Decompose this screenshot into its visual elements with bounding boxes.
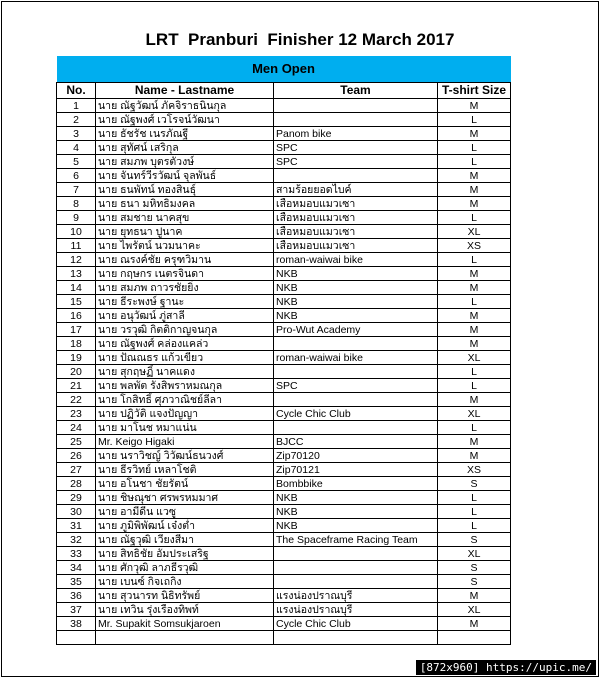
cell-team: NKB <box>274 281 438 295</box>
cell-team: Panom bike <box>274 127 438 141</box>
cell-size: M <box>438 99 511 113</box>
cell-size: S <box>438 561 511 575</box>
table-row <box>57 533 511 547</box>
cell-name: นาย จันทร์วีรวัฒน์ จุลพันธ์ <box>96 169 274 183</box>
cell-team: Zip70121 <box>274 463 438 477</box>
header-row <box>57 83 511 99</box>
cell-team <box>274 169 438 183</box>
cell-name: นาย อามีดีน แวซู <box>96 505 274 519</box>
cell-name: นาย ณัฐพงศ์ คล่องแคล่ว <box>96 337 274 351</box>
cell-size: L <box>438 113 511 127</box>
cell-size: XL <box>438 351 511 365</box>
table-row <box>57 309 511 323</box>
cell-team: roman-waiwai bike <box>274 253 438 267</box>
cell-no: 6 <box>57 169 96 183</box>
table-row <box>57 281 511 295</box>
cell-team: เสือหมอบแมวเซา <box>274 225 438 239</box>
table-row <box>57 127 511 141</box>
cell-no: 2 <box>57 113 96 127</box>
cell-no: 18 <box>57 337 96 351</box>
cell-team: NKB <box>274 519 438 533</box>
cell-team: SPC <box>274 155 438 169</box>
cell-team: แรงน่องปราณบุรี <box>274 603 438 617</box>
cell-team <box>274 561 438 575</box>
cell-size <box>438 631 511 645</box>
cell-no: 32 <box>57 533 96 547</box>
cell-size: XL <box>438 407 511 421</box>
cell-size: M <box>438 169 511 183</box>
cell-no: 25 <box>57 435 96 449</box>
cell-no: 36 <box>57 589 96 603</box>
cell-no: 8 <box>57 197 96 211</box>
cell-size: XS <box>438 239 511 253</box>
cell-size: XS <box>438 463 511 477</box>
cell-size: M <box>438 323 511 337</box>
cell-team <box>274 393 438 407</box>
cell-no: 27 <box>57 463 96 477</box>
cell-team: เสือหมอบแมวเซา <box>274 239 438 253</box>
cell-size: M <box>438 435 511 449</box>
cell-team: BJCC <box>274 435 438 449</box>
cell-size: L <box>438 505 511 519</box>
cell-no: 21 <box>57 379 96 393</box>
cell-size: XL <box>438 547 511 561</box>
cell-size: XL <box>438 603 511 617</box>
cell-name: นาย เทวิน รุ่งเรืองทิพท์ <box>96 603 274 617</box>
cell-name: นาย สุกฤษฏิ์ นาคแดง <box>96 365 274 379</box>
cell-no: 16 <box>57 309 96 323</box>
cell-name: นาย สิทธิชัย อัมประเสริฐ <box>96 547 274 561</box>
table-row <box>57 617 511 631</box>
header-name: Name - Lastname <box>96 83 274 99</box>
cell-size: M <box>438 337 511 351</box>
cell-name: นาย สมภพ บุตรตัวงษ์ <box>96 155 274 169</box>
table-row <box>57 491 511 505</box>
cell-team: เสือหมอบแมวเซา <box>274 197 438 211</box>
cell-team: Cycle Chic Club <box>274 407 438 421</box>
cell-team: สามร้อยยอดไบค์ <box>274 183 438 197</box>
cell-team: Pro-Wut Academy <box>274 323 438 337</box>
cell-no: 30 <box>57 505 96 519</box>
cell-team: แรงน่องปราณบุรี <box>274 589 438 603</box>
cell-no: 17 <box>57 323 96 337</box>
table-row <box>57 113 511 127</box>
cell-name: นาย ณัฐวัฒน์ ภัคจิราธนินกุล <box>96 99 274 113</box>
cell-name: นาย ธีรวิทย์ เหลาโชติ <box>96 463 274 477</box>
table-row <box>57 561 511 575</box>
table-row <box>57 407 511 421</box>
watermark: [872x960] https://upic.me/ <box>416 660 596 675</box>
cell-name: นาย มาโนช หมาแน่น <box>96 421 274 435</box>
cell-no: 12 <box>57 253 96 267</box>
cell-team: SPC <box>274 141 438 155</box>
cell-team: เสือหมอบแมวเซา <box>274 211 438 225</box>
cell-name: นาย ธัชรัช เนรภัณฐี <box>96 127 274 141</box>
cell-no: 19 <box>57 351 96 365</box>
cell-size: S <box>438 575 511 589</box>
cell-size: M <box>438 267 511 281</box>
cell-size: M <box>438 617 511 631</box>
table-row <box>57 589 511 603</box>
cell-size: L <box>438 295 511 309</box>
cell-team <box>274 631 438 645</box>
table-row <box>57 351 511 365</box>
table-row <box>57 477 511 491</box>
cell-size: L <box>438 491 511 505</box>
cell-team <box>274 547 438 561</box>
cell-name: นาย ปฏิวัติ แจงปัญญา <box>96 407 274 421</box>
cell-team <box>274 575 438 589</box>
cell-size: L <box>438 155 511 169</box>
cell-no: 13 <box>57 267 96 281</box>
table-row <box>57 603 511 617</box>
cell-name: นาย ธนา มหิทธิมงคล <box>96 197 274 211</box>
cell-name: นาย ธีระพงษ์ ฐานะ <box>96 295 274 309</box>
cell-no: 3 <box>57 127 96 141</box>
cell-size: M <box>438 183 511 197</box>
table-row <box>57 155 511 169</box>
table-row <box>57 225 511 239</box>
cell-no <box>57 631 96 645</box>
table-row <box>57 169 511 183</box>
cell-no: 31 <box>57 519 96 533</box>
cell-size: L <box>438 253 511 267</box>
table-row <box>57 519 511 533</box>
finisher-table <box>56 56 511 645</box>
table-row <box>57 421 511 435</box>
cell-team <box>274 113 438 127</box>
cell-name: นาย พลพัต รังสิพราหมณกุล <box>96 379 274 393</box>
cell-team <box>274 365 438 379</box>
cell-name: นาย สุทัศน์ เสริกุล <box>96 141 274 155</box>
table-row <box>57 141 511 155</box>
cell-no: 28 <box>57 477 96 491</box>
cell-size: M <box>438 309 511 323</box>
cell-name: นาย ปัณณธร แก้วเขียว <box>96 351 274 365</box>
cell-team: NKB <box>274 505 438 519</box>
cell-no: 20 <box>57 365 96 379</box>
cell-no: 15 <box>57 295 96 309</box>
cell-size: L <box>438 211 511 225</box>
cell-no: 14 <box>57 281 96 295</box>
header-size: T-shirt Size <box>438 83 511 99</box>
cell-name: นาย เบนซ์ กิจเถกิง <box>96 575 274 589</box>
table-row <box>57 337 511 351</box>
cell-team: NKB <box>274 295 438 309</box>
cell-team: NKB <box>274 491 438 505</box>
cell-name: นาย โกสิทธิ์ ศุภวาณิชย์ลีลา <box>96 393 274 407</box>
cell-name: นาย ศักวุฒิ ลาภธีรวุฒิ <box>96 561 274 575</box>
header-no: No. <box>57 83 96 99</box>
cell-name: นาย กฤษกร เนตรจินดา <box>96 267 274 281</box>
cell-size: M <box>438 197 511 211</box>
cell-team <box>274 99 438 113</box>
cell-name: นาย ณัฐวุฒิ เวียงสีมา <box>96 533 274 547</box>
cell-no: 26 <box>57 449 96 463</box>
table-row <box>57 183 511 197</box>
cell-name: นาย ณัฐพงศ์ เวโรจน์วัฒนา <box>96 113 274 127</box>
table-row <box>57 253 511 267</box>
cell-team <box>274 337 438 351</box>
table-row <box>57 295 511 309</box>
cell-size: M <box>438 281 511 295</box>
table-row <box>57 379 511 393</box>
cell-name: นาย ชิษณุชา ศรพรหมมาศ <box>96 491 274 505</box>
cell-name: นาย อโนชา ชัยรัตน์ <box>96 477 274 491</box>
table-row <box>57 197 511 211</box>
cell-no: 11 <box>57 239 96 253</box>
cell-team: Cycle Chic Club <box>274 617 438 631</box>
table-row <box>57 435 511 449</box>
category-label: Men Open <box>57 56 511 83</box>
page-title: LRT Pranburi Finisher 12 March 2017 <box>145 30 455 49</box>
cell-size: L <box>438 141 511 155</box>
cell-name: นาย ณรงค์ชัย ครุฑวิมาน <box>96 253 274 267</box>
cell-no: 10 <box>57 225 96 239</box>
cell-no: 35 <box>57 575 96 589</box>
cell-size: M <box>438 127 511 141</box>
cell-team: The Spaceframe Racing Team <box>274 533 438 547</box>
cell-size: L <box>438 379 511 393</box>
cell-no: 29 <box>57 491 96 505</box>
cell-no: 7 <box>57 183 96 197</box>
cell-name: นาย อนุวัฒน์ ภู่สาลี <box>96 309 274 323</box>
table-row <box>57 463 511 477</box>
cell-no: 9 <box>57 211 96 225</box>
header-team: Team <box>274 83 438 99</box>
cell-size: M <box>438 449 511 463</box>
category-row <box>57 56 511 83</box>
table-row <box>57 575 511 589</box>
table-row <box>57 547 511 561</box>
cell-no: 22 <box>57 393 96 407</box>
cell-name: นาย สมชาย นาคสุข <box>96 211 274 225</box>
cell-no: 23 <box>57 407 96 421</box>
cell-size: M <box>438 393 511 407</box>
cell-name: Mr. Supakit Somsukjaroen <box>96 617 274 631</box>
table-row <box>57 267 511 281</box>
table-row <box>57 505 511 519</box>
cell-no: 33 <box>57 547 96 561</box>
table-row <box>57 631 511 645</box>
cell-name: นาย ธนพัทน์ ทองสินธุ์ <box>96 183 274 197</box>
cell-name: นาย นราวิชญ์ วิวัฒน์ธนวงศ์ <box>96 449 274 463</box>
cell-no: 34 <box>57 561 96 575</box>
cell-no: 24 <box>57 421 96 435</box>
cell-size: XL <box>438 225 511 239</box>
table-row <box>57 211 511 225</box>
cell-name: นาย ภูมิพิพัฒน์ เจ๋งต่ำ <box>96 519 274 533</box>
cell-size: L <box>438 519 511 533</box>
table-row <box>57 365 511 379</box>
cell-size: L <box>438 365 511 379</box>
table-row <box>57 99 511 113</box>
cell-name: นาย สมภพ ถาวรชัยยิ่ง <box>96 281 274 295</box>
cell-size: L <box>438 421 511 435</box>
cell-no: 5 <box>57 155 96 169</box>
cell-no: 4 <box>57 141 96 155</box>
cell-size: S <box>438 533 511 547</box>
table-row <box>57 239 511 253</box>
cell-team: Zip70120 <box>274 449 438 463</box>
table-row <box>57 393 511 407</box>
cell-size: S <box>438 477 511 491</box>
cell-team: roman-waiwai bike <box>274 351 438 365</box>
cell-team <box>274 421 438 435</box>
cell-size: M <box>438 589 511 603</box>
cell-team: SPC <box>274 379 438 393</box>
cell-team: Bombbike <box>274 477 438 491</box>
cell-no: 37 <box>57 603 96 617</box>
table-row <box>57 449 511 463</box>
cell-name: นาย ยุทธนา ปูนาค <box>96 225 274 239</box>
cell-name: นาย วรวุฒิ กิตติกาญจนกุล <box>96 323 274 337</box>
cell-name: นาย สุวนารท นิธิทรัพย์ <box>96 589 274 603</box>
cell-no: 1 <box>57 99 96 113</box>
table-row <box>57 323 511 337</box>
cell-name <box>96 631 274 645</box>
cell-no: 38 <box>57 617 96 631</box>
cell-team: NKB <box>274 267 438 281</box>
cell-name: นาย ไพรัตน์ นวมนาคะ <box>96 239 274 253</box>
cell-name: Mr. Keigo Higaki <box>96 435 274 449</box>
cell-team: NKB <box>274 309 438 323</box>
